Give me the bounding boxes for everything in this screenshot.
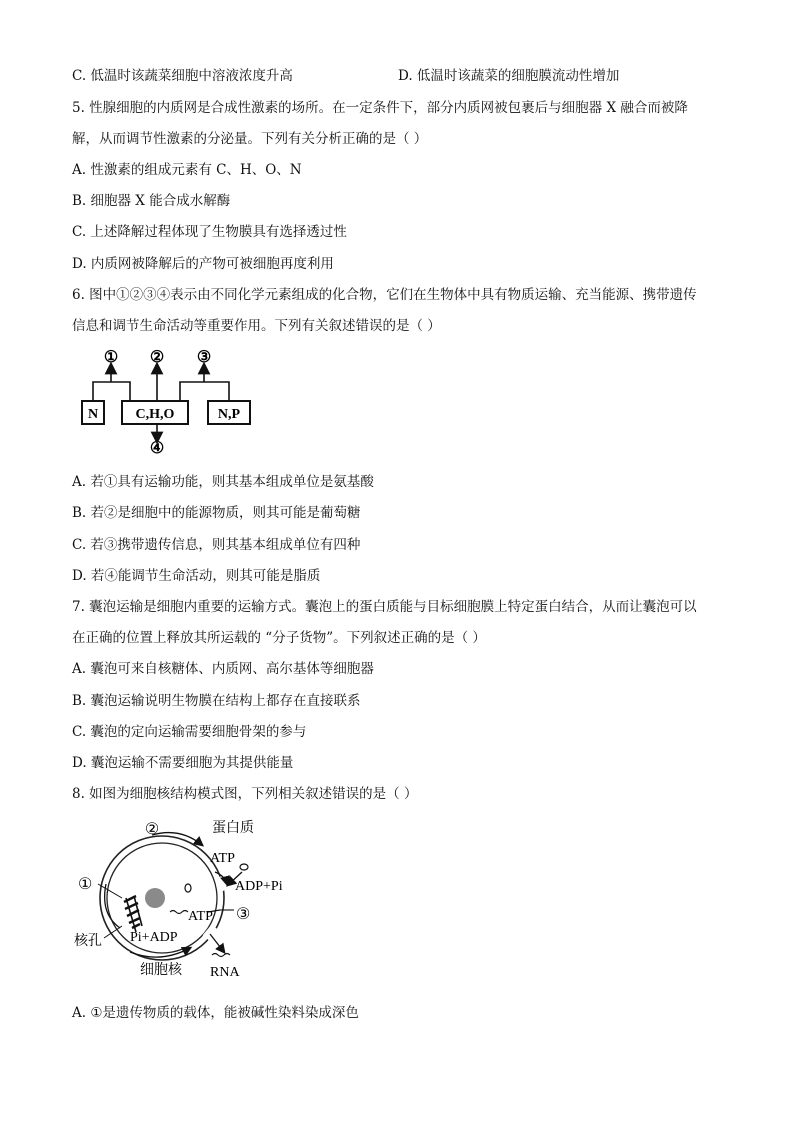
q8-label-nucleus: 细胞核 <box>140 963 182 978</box>
box-n-label: N <box>87 407 99 422</box>
box-cho-label: C,H,O <box>135 407 175 422</box>
q8-option-a: A. ①是遗传物质的载体，能被碱性染料染成深色 <box>72 1005 359 1021</box>
q8-label-adp-pi: ADP+Pi <box>235 879 283 894</box>
q8-label-pore: 核孔 <box>74 934 102 949</box>
q6-label-4: ④ <box>149 440 165 457</box>
nucleus-structure-diagram <box>70 814 310 984</box>
q6-option-a: A. 若①具有运输功能，则其基本组成单位是氨基酸 <box>72 474 374 490</box>
q8-label-2: ② <box>144 821 160 838</box>
q8-label-atp-top: ATP <box>210 851 235 866</box>
q8-label-protein: 蛋白质 <box>212 821 254 836</box>
nucleolus <box>145 888 165 908</box>
q8-label-3: ③ <box>236 906 251 923</box>
q8-label-pi-adp: Pi+ADP <box>130 930 178 945</box>
q7-option-d: D. 囊泡运输不需要细胞为其提供能量 <box>72 755 294 771</box>
q6-label-1: ① <box>103 349 119 366</box>
q5-option-d: D. 内质网被降解后的产物可被细胞再度利用 <box>72 256 334 272</box>
rna-wave-inside <box>170 911 188 914</box>
q8-label-1: ① <box>78 876 93 893</box>
q8-label-rna: RNA <box>210 965 240 980</box>
box-np-label: N,P <box>217 407 241 422</box>
q6-label-3: ③ <box>196 349 212 366</box>
q6-option-c: C. 若③携带遗传信息，则其基本组成单位有四种 <box>72 537 361 553</box>
q5-option-c: C. 上述降解过程体现了生物膜具有选择透过性 <box>72 224 347 240</box>
q7-stem-line1: 7. 囊泡运输是细胞内重要的运输方式。囊泡上的蛋白质能与目标细胞膜上特定蛋白结合，从而让囊泡可以 <box>72 599 697 615</box>
q8-stem: 8. 如图为细胞核结构模式图，下列相关叙述错误的是（ ） <box>72 786 418 802</box>
granule-inside <box>185 884 191 892</box>
protein-granule <box>240 864 248 870</box>
q7-stem-line2: 在正确的位置上释放其所运载的 “分子货物”。下列叙述正确的是（ ） <box>72 630 486 646</box>
q5-option-a: A. 性激素的组成元素有 C、H、O、N <box>72 162 302 178</box>
q8-label-atp-mid: ATP <box>188 909 213 924</box>
compound-element-diagram <box>74 346 264 458</box>
q7-option-b: B. 囊泡运输说明生物膜在结构上都存在直接联系 <box>72 693 361 709</box>
q4-option-c: C. 低温时该蔬菜细胞中溶液浓度升高 <box>72 68 293 84</box>
chromatin-icon <box>124 896 142 932</box>
q6-stem-line1: 6. 图中①②③④表示由不同化学元素组成的化合物，它们在生物体中具有物质运输、充当能源、携带遗传 <box>72 287 697 303</box>
q7-option-c: C. 囊泡的定向运输需要细胞骨架的参与 <box>72 724 307 740</box>
q7-option-a: A. 囊泡可来自核糖体、内质网、高尔基体等细胞器 <box>72 661 374 677</box>
rna-wave-outside <box>212 954 230 957</box>
q5-stem-line1: 5. 性腺细胞的内质网是合成性激素的场所。在一定条件下，部分内质网被包裹后与细胞器 X 融合而被降 <box>72 100 688 116</box>
q6-option-b: B. 若②是细胞中的能源物质，则其可能是葡萄糖 <box>72 505 361 521</box>
q6-stem-line2: 信息和调节生命活动等重要作用。下列有关叙述错误的是（ ） <box>72 318 441 334</box>
q4-option-d: D. 低温时该蔬菜的细胞膜流动性增加 <box>398 68 620 84</box>
q5-stem-line2: 解，从而调节性激素的分泌量。下列有关分析正确的是（ ） <box>72 131 428 147</box>
q5-option-b: B. 细胞器 X 能合成水解酶 <box>72 193 231 209</box>
q6-option-d: D. 若④能调节生命活动，则其可能是脂质 <box>72 568 321 584</box>
q6-label-2: ② <box>149 349 165 366</box>
